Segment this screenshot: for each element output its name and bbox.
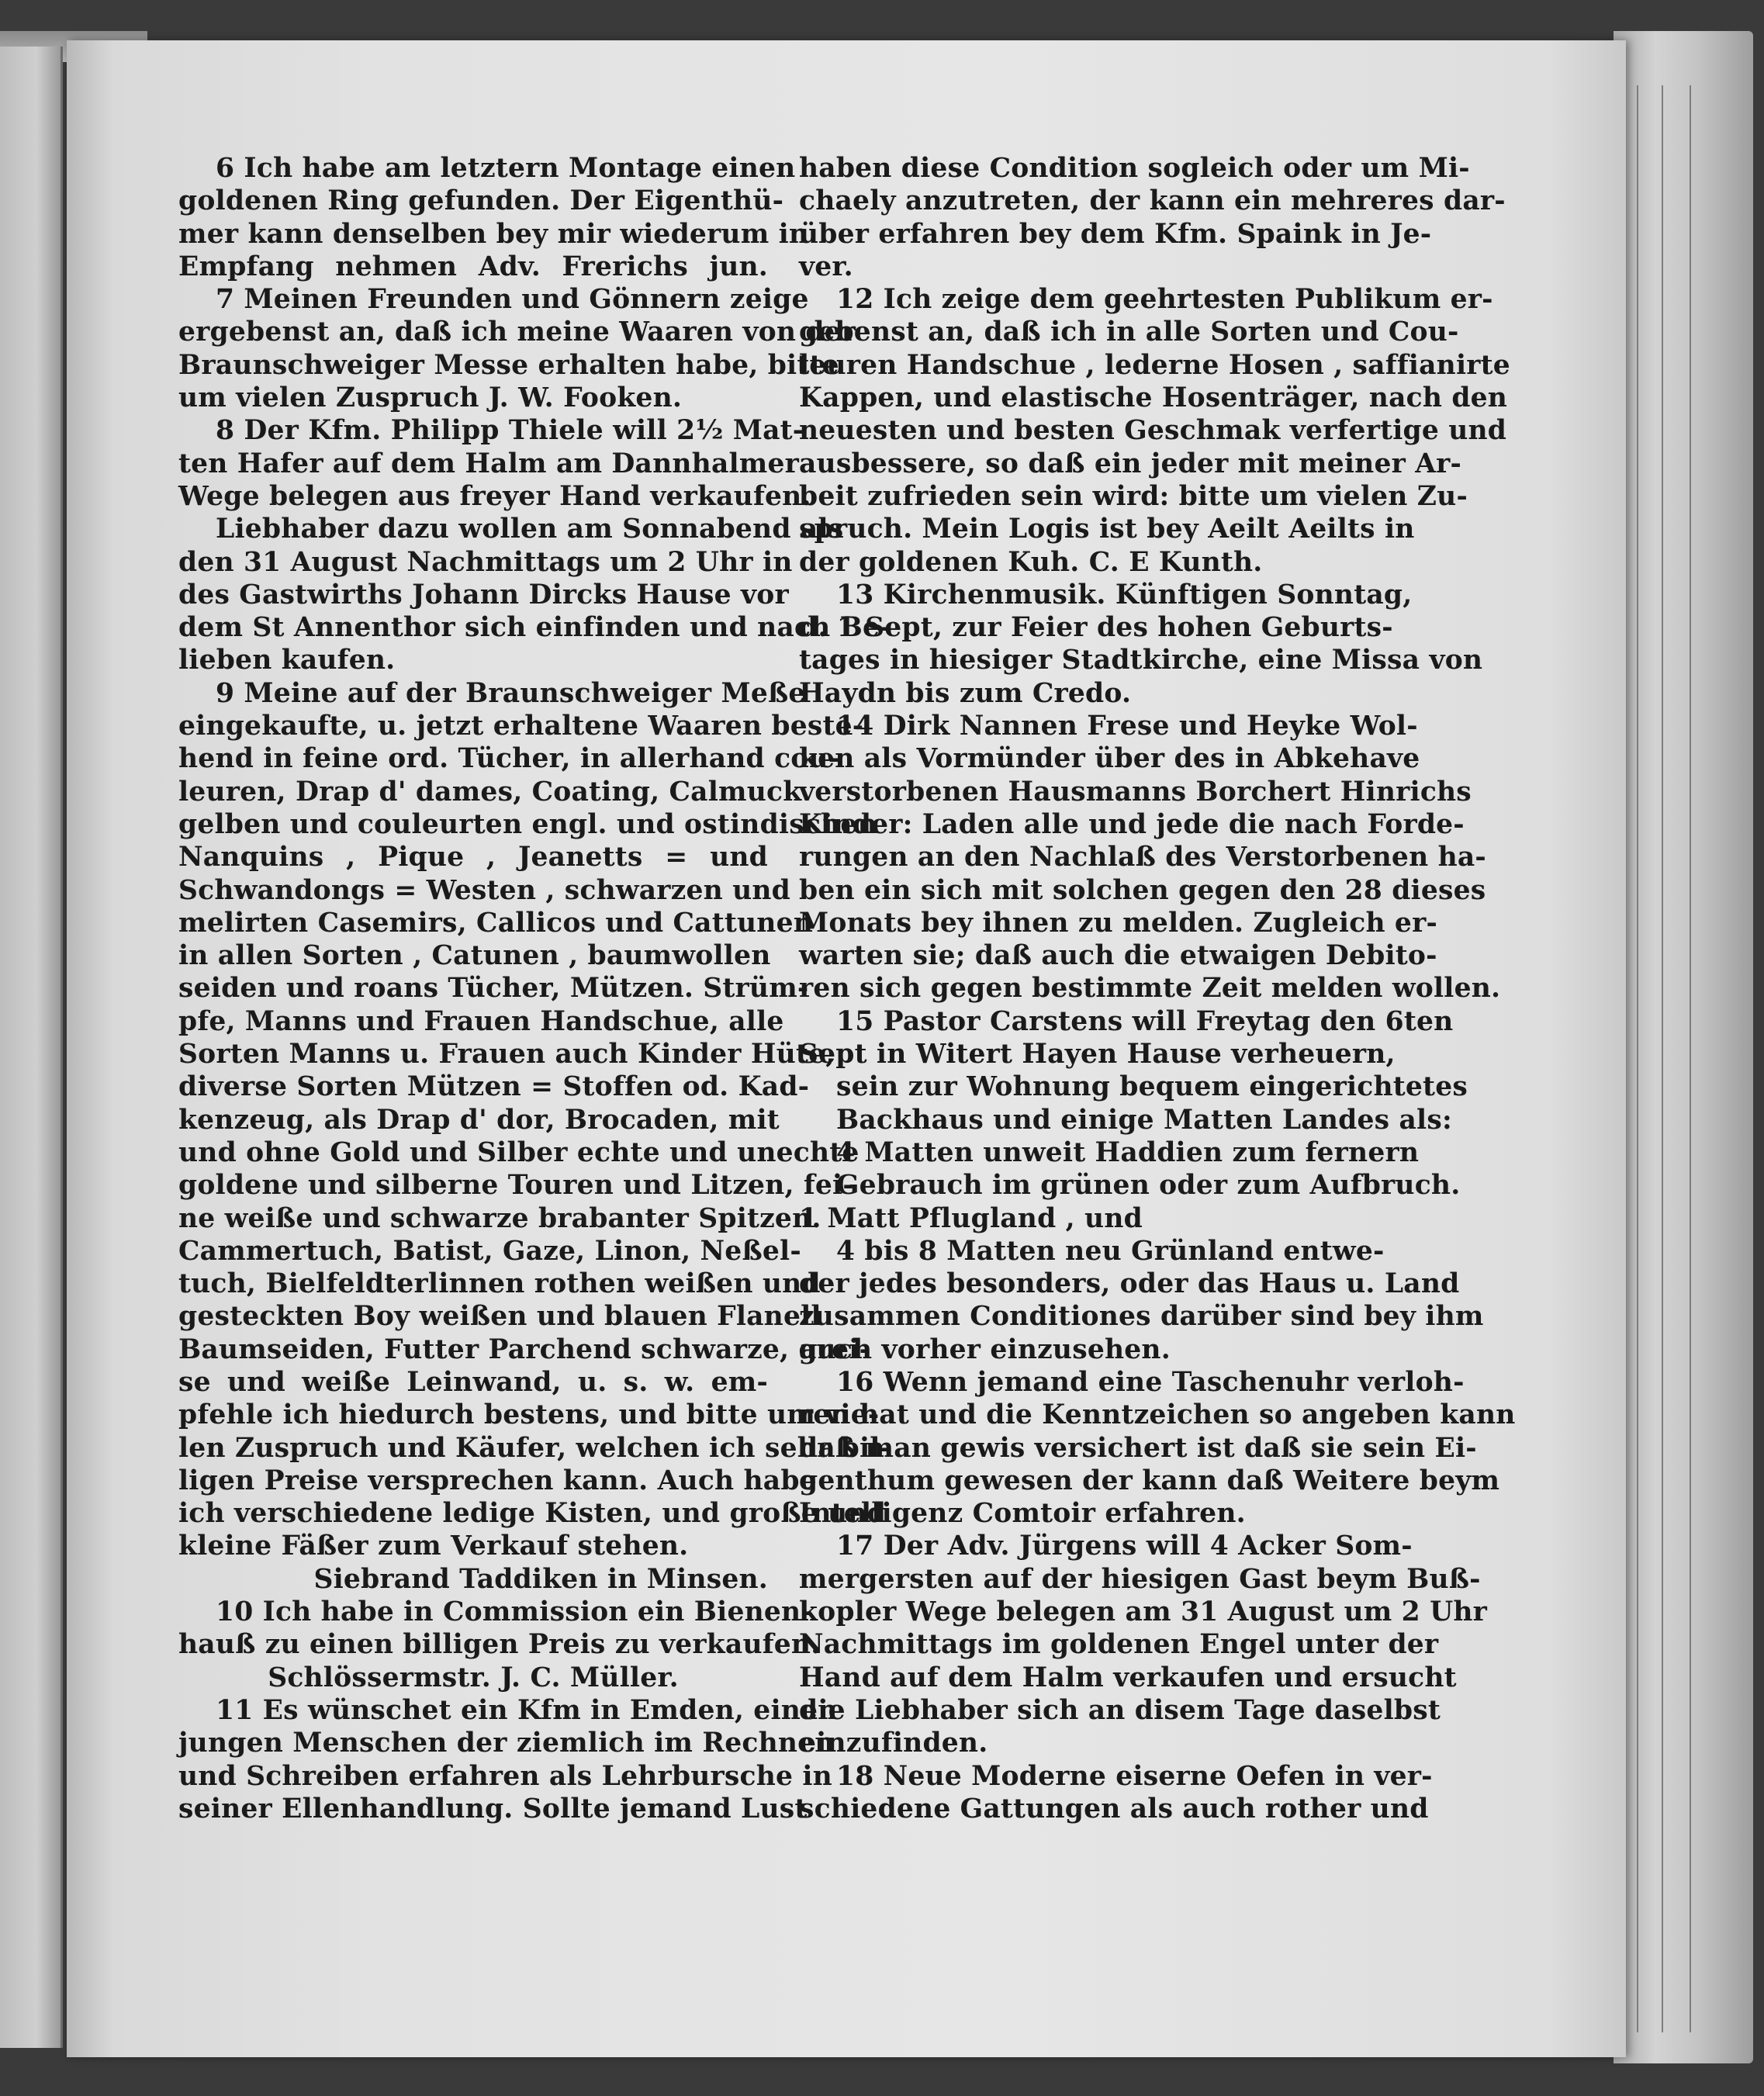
text-line: genthum gewesen der kann daß Weitere beym bbox=[799, 1465, 1500, 1496]
text-line: ne weiße und schwarze brabanter Spitzen. bbox=[178, 1202, 821, 1234]
text-line: mer kann denselben bey mir wiederum in bbox=[178, 218, 809, 250]
text-line: ren sich gegen bestimmte Zeit melden wollen. bbox=[799, 973, 1501, 1005]
text-line: daß man gewis versichert ist daß sie sein Ei- bbox=[799, 1432, 1477, 1464]
text-line: mergersten auf der hiesigen Gast beym Buß- bbox=[799, 1563, 1481, 1595]
text-line: goldenen Ring gefunden. Der Eigenthü- bbox=[178, 185, 784, 217]
text-line: Gebrauch im grünen oder zum Aufbruch. bbox=[836, 1170, 1461, 1202]
page-edge-line bbox=[1637, 85, 1638, 2032]
text-line: jungen Menschen der ziemlich im Rechnen bbox=[178, 1728, 835, 1759]
text-line: 8 Der Kfm. Philipp Thiele will 2½ Mat- bbox=[216, 415, 804, 447]
text-line: hauß zu einen billigen Preis zu verkaufen. bbox=[178, 1629, 821, 1661]
text-line: 12 Ich zeige dem geehrtesten Publikum er- bbox=[836, 284, 1493, 316]
text-line: 4 bis 8 Matten neu Grünland entwe- bbox=[836, 1235, 1385, 1267]
text-line: ergebenst an, daß ich meine Waaren von der bbox=[178, 316, 856, 348]
text-line: und Schreiben erfahren als Lehrbursche in bbox=[178, 1760, 832, 1792]
text-line: beit zufrieden sein wird: bitte um vielen Zu- bbox=[799, 480, 1468, 512]
text-line: sein zur Wohnung bequem eingerichtetes bbox=[836, 1071, 1468, 1103]
text-line: die Liebhaber sich an disem Tage daselbst bbox=[799, 1694, 1441, 1726]
text-line: ken als Vormünder über des in Abkehave bbox=[799, 743, 1420, 775]
text-line: Hand auf dem Halm verkaufen und ersucht bbox=[799, 1662, 1457, 1693]
text-line: neuesten und besten Geschmak verfertige und bbox=[799, 415, 1507, 447]
text-line: se und weiße Leinwand, u. s. w. em- bbox=[178, 1366, 768, 1398]
text-line: Kappen, und elastische Hosenträger, nach den bbox=[799, 382, 1508, 414]
text-line: rungen an den Nachlaß des Verstorbenen ha- bbox=[799, 842, 1486, 873]
text-line: seiner Ellenhandlung. Sollte jemand Lust bbox=[178, 1793, 808, 1824]
right-text-column bbox=[799, 152, 1516, 1825]
text-line: Intelligenz Comtoir erfahren. bbox=[799, 1498, 1246, 1530]
text-line: ren hat und die Kenntzeichen so angeben kann bbox=[799, 1399, 1516, 1431]
text-line: 1 Matt Pflugland , und bbox=[799, 1202, 1143, 1234]
text-line: melirten Casemirs, Callicos und Cattunen bbox=[178, 907, 814, 939]
text-line: ausbessere, so daß ein jeder mit meiner Ar- bbox=[799, 448, 1462, 479]
text-line: pfe, Manns und Frauen Handschue, alle bbox=[178, 1005, 784, 1037]
text-line: 13 Kirchenmusik. Künftigen Sonntag, bbox=[836, 579, 1413, 610]
text-line: ben ein sich mit solchen gegen den 28 dieses bbox=[799, 874, 1486, 906]
text-line: lieben kaufen. bbox=[178, 645, 396, 676]
text-line: Liebhaber dazu wollen am Sonnabend als bbox=[216, 514, 844, 545]
text-line: dem St Annenthor sich einfinden und nach Be- bbox=[178, 612, 891, 644]
text-line: haben diese Condition sogleich oder um Mi- bbox=[799, 153, 1470, 184]
page-edge-line bbox=[1690, 85, 1691, 2032]
text-line: leuren, Drap d' dames, Coating, Calmuck bbox=[178, 776, 802, 808]
text-line: gelben und couleurten engl. und ostindischen bbox=[178, 808, 877, 840]
text-line: goldene und silberne Touren und Litzen, fei- bbox=[178, 1170, 854, 1202]
text-line: 11 Es wünschet ein Kfm in Emden, einen bbox=[216, 1694, 838, 1726]
left-text-column bbox=[178, 152, 892, 1825]
text-line: um vielen Zuspruch J. W. Fooken. bbox=[178, 382, 683, 414]
text-line: in allen Sorten , Catunen , baumwollen bbox=[178, 940, 771, 972]
text-line: seiden und roans Tücher, Mützen. Strüm- bbox=[178, 973, 809, 1005]
text-line: Sept in Witert Hayen Hause verheuern, bbox=[799, 1039, 1396, 1070]
text-line: Backhaus und einige Matten Landes als: bbox=[836, 1104, 1452, 1136]
text-line: Schwandongs = Westen , schwarzen und bbox=[178, 874, 791, 906]
text-line: 10 Ich habe in Commission ein Bienen- bbox=[216, 1596, 812, 1628]
text-line: spruch. Mein Logis ist bey Aeilt Aeilts in bbox=[799, 514, 1415, 545]
text-line: 16 Wenn jemand eine Taschenuhr verloh- bbox=[836, 1366, 1465, 1398]
text-line: der goldenen Kuh. C. E Kunth. bbox=[799, 546, 1263, 578]
text-line: 15 Pastor Carstens will Freytag den 6ten bbox=[836, 1005, 1454, 1037]
text-line: Wege belegen aus freyer Hand verkaufen. bbox=[178, 480, 811, 512]
text-line: und ohne Gold und Silber echte und unechte bbox=[178, 1136, 860, 1168]
text-line: 18 Neue Moderne eiserne Oefen in ver- bbox=[836, 1760, 1433, 1792]
text-line: Kinder: Laden alle und jede die nach Forde- bbox=[799, 808, 1465, 840]
text-line: 6 Ich habe am letztern Montage einen bbox=[216, 153, 796, 184]
text-line: kenzeug, als Drap d' dor, Brocaden, mit bbox=[178, 1104, 780, 1136]
text-line: tages in hiesiger Stadtkirche, eine Missa von bbox=[799, 645, 1483, 676]
text-line: 14 Dirk Nannen Frese und Heyke Wol- bbox=[836, 711, 1418, 742]
text-line: 7 Meinen Freunden und Gönnern zeige bbox=[216, 284, 809, 316]
text-line: warten sie; daß auch die etwaigen Debito- bbox=[799, 940, 1437, 972]
text-line: der jedes besonders, oder das Haus u. Land bbox=[799, 1268, 1460, 1300]
text-line: 17 Der Adv. Jürgens will 4 Acker Som- bbox=[836, 1530, 1413, 1562]
text-line: kleine Fäßer zum Verkauf stehen. bbox=[178, 1530, 689, 1562]
text-line: gesteckten Boy weißen und blauen Flanell bbox=[178, 1301, 821, 1333]
text-line: diverse Sorten Mützen = Stoffen od. Kad- bbox=[178, 1071, 810, 1103]
text-line: ver. bbox=[799, 251, 853, 282]
text-line: Cammertuch, Batist, Gaze, Linon, Neßel- bbox=[178, 1235, 801, 1267]
text-line: Nachmittags im goldenen Engel unter der bbox=[799, 1629, 1439, 1661]
text-line: schiedene Gattungen als auch rother und bbox=[799, 1793, 1429, 1824]
text-line: eingekaufte, u. jetzt erhaltene Waaren beste- bbox=[178, 711, 864, 742]
text-line: Sorten Manns u. Frauen auch Kinder Hüte, bbox=[178, 1039, 835, 1070]
text-line: gebenst an, daß ich in alle Sorten und Cou- bbox=[799, 316, 1459, 348]
text-line: Nanquins , Pique , Jeanetts = und bbox=[178, 842, 768, 873]
text-line: über erfahren bey dem Kfm. Spaink in Je- bbox=[799, 218, 1432, 250]
text-line: Schlössermstr. J. C. Müller. bbox=[268, 1662, 679, 1693]
text-line: len Zuspruch und Käufer, welchen ich sehr bil- bbox=[178, 1432, 892, 1464]
text-line: zusammen Conditiones darüber sind bey ihm bbox=[799, 1301, 1484, 1333]
facing-page-edge bbox=[0, 47, 63, 2048]
text-line: Monats bey ihnen zu melden. Zugleich er- bbox=[799, 907, 1437, 939]
text-line: Empfang nehmen Adv. Frerichs jun. bbox=[178, 251, 768, 282]
text-line: ich verschiedene ledige Kisten, und große und bbox=[178, 1498, 887, 1530]
text-line: Haydn bis zum Credo. bbox=[799, 677, 1132, 709]
text-line: Braunschweiger Messe erhalten habe, bitte bbox=[178, 349, 839, 381]
page-edge-line bbox=[1662, 85, 1663, 2032]
text-line: Baumseiden, Futter Parchend schwarze, grei- bbox=[178, 1333, 871, 1365]
text-line: chaely anzutreten, der kann ein mehreres dar- bbox=[799, 185, 1506, 217]
text-line: d. 1 Sept, zur Feier des hohen Geburts- bbox=[799, 612, 1393, 644]
text-line: ten Hafer auf dem Halm am Dannhalmer bbox=[178, 448, 800, 479]
text-line: 4 Matten unweit Haddien zum fernern bbox=[836, 1136, 1420, 1168]
text-line: verstorbenen Hausmanns Borchert Hinrichs bbox=[799, 776, 1472, 808]
text-line: hend in feine ord. Tücher, in allerhand cou- bbox=[178, 743, 840, 775]
text-line: tuch, Bielfeldterlinnen rothen weißen und bbox=[178, 1268, 821, 1300]
text-line: Siebrand Taddiken in Minsen. bbox=[313, 1563, 768, 1595]
text-line: auch vorher einzusehen. bbox=[799, 1333, 1171, 1365]
text-line: 9 Meine auf der Braunschweiger Meße bbox=[216, 677, 806, 709]
text-line: ligen Preise versprechen kann. Auch habe bbox=[178, 1465, 817, 1496]
text-line: kopler Wege belegen am 31 August um 2 Uhr bbox=[799, 1596, 1488, 1628]
text-line: pfehle ich hiedurch bestens, und bitte um vie- bbox=[178, 1399, 880, 1431]
text-line: des Gastwirths Johann Dircks Hause vor bbox=[178, 579, 789, 610]
text-line: den 31 August Nachmittags um 2 Uhr in bbox=[178, 546, 793, 578]
page-stack-edge bbox=[1614, 31, 1753, 2063]
text-line: leuren Handschue , lederne Hosen , saffianirte bbox=[799, 349, 1510, 381]
text-line: einzufinden. bbox=[799, 1728, 988, 1759]
